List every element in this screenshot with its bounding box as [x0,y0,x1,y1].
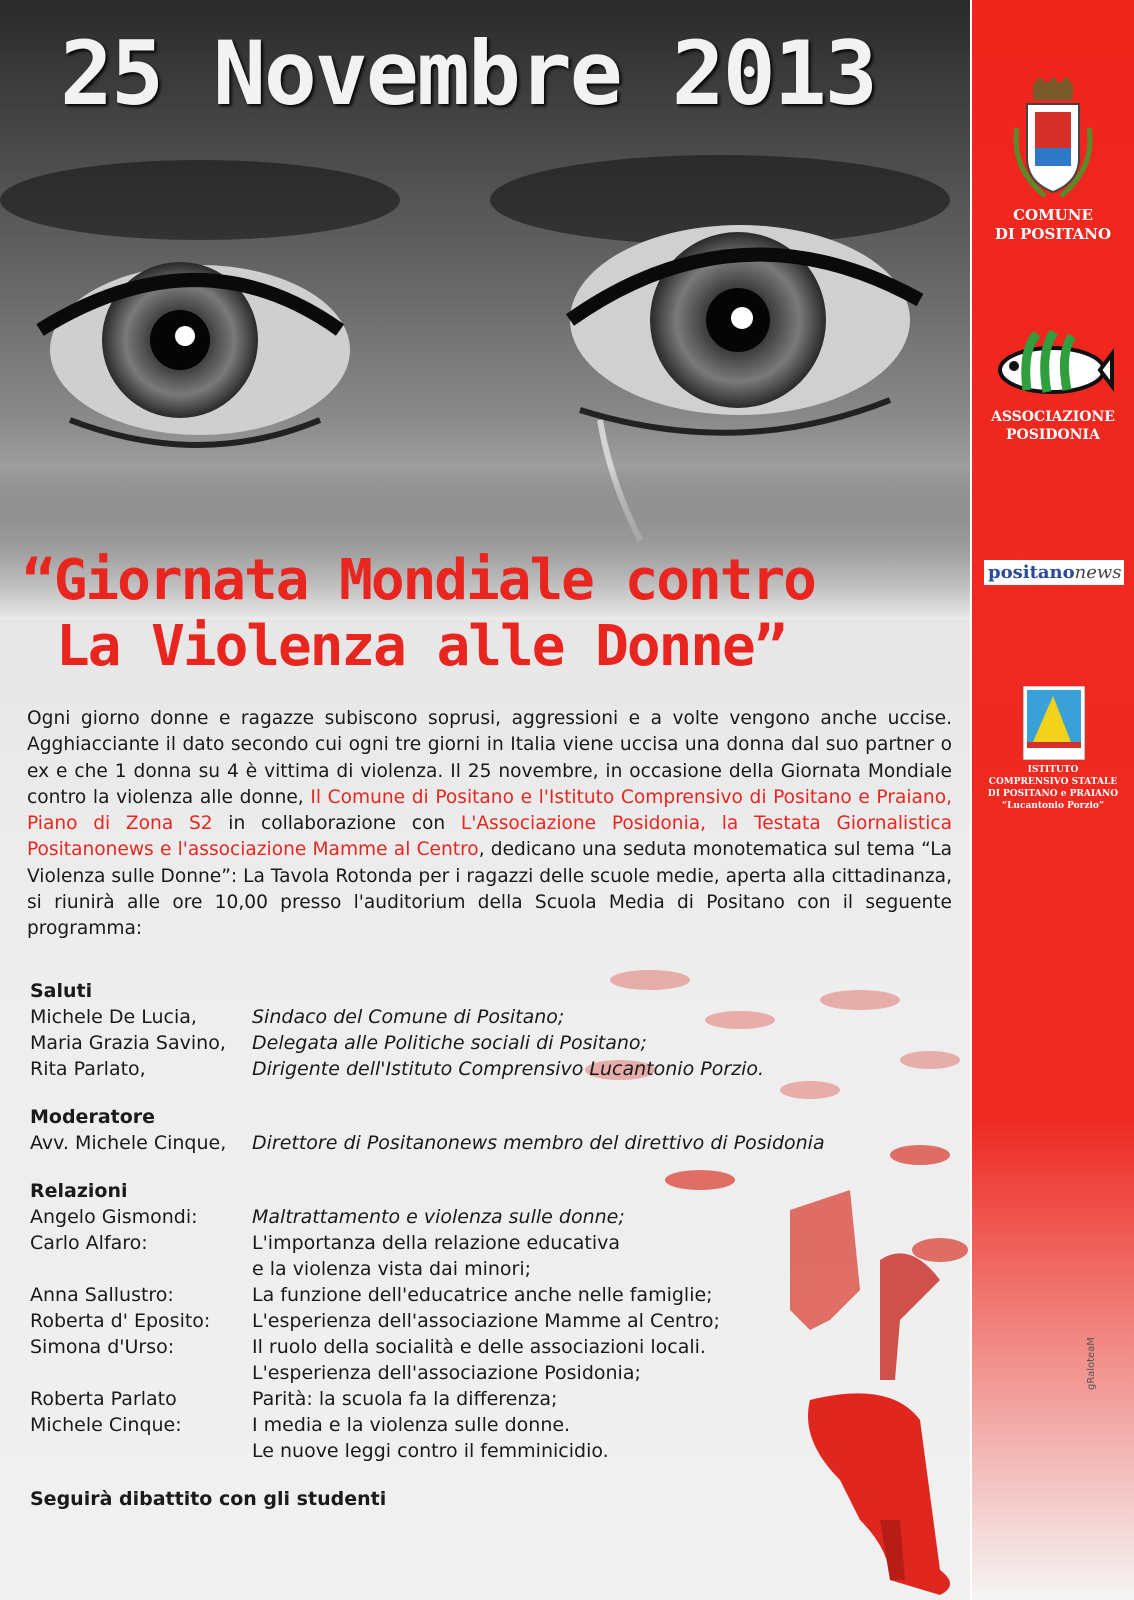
talk-title: La funzione dell'educatrice anche nelle famiglie; [252,1284,713,1306]
program-row [30,1230,850,1256]
speaker-name [30,1360,252,1386]
speaker-name: Roberta d' Eposito: [30,1310,211,1332]
speaker-name: Anna Sallustro: [30,1284,174,1306]
program-row [30,1130,850,1156]
program-row [30,1386,850,1412]
speaker-name: Simona d'Urso: [30,1336,175,1358]
program-row [30,1360,850,1386]
positanonews-logo-text-a: positano [988,562,1075,583]
speaker-name: Angelo Gismondi: [30,1206,198,1228]
intro-text-3: , dedicano una seduta monotematica sul tema “La Violenza sulle Donne”: La Tavola Rotonda per i ragazzi delle scuole medie, aperta alla cittadinanza, si riunirà alle ore 10,00 presso l'auditorium della Scuola Media di Positano con il seguente programma: [27,839,952,940]
program-row [30,1204,850,1230]
talk-title: Il ruolo della socialità e delle associazioni locali. [252,1336,706,1358]
comune-crest-icon [1005,78,1101,208]
talk-title: Maltrattamento e violenza sulle donne; [252,1206,625,1228]
program-row [30,1308,850,1334]
event-title [22,548,962,680]
positanonews-logo [984,560,1124,585]
program-row [30,1056,850,1082]
program-row [30,1334,850,1360]
speaker-name: Michele Cinque: [30,1414,182,1436]
posidonia-label [972,408,1134,444]
talk-title: L'esperienza dell'associazione Mamme al Centro; [252,1310,720,1332]
speaker-name [30,1438,252,1464]
intro-text-2: in collaborazione con [212,813,461,835]
program-row [30,1438,850,1464]
intro-highlight-2: L'Associazione Posidonia, la Testata Giornalistica Positanonews e l'associazione Mamme al Centro [27,813,952,861]
comune-label-text: COMUNE DI POSITANO [994,206,1112,243]
intro-highlight-1: Il Comune di Positano e l'Istituto Comprensivo di Positano e Praiano, Piano di Zona S2 [27,786,952,835]
comune-label [972,206,1134,244]
positanonews-logo-text-b: news [1074,562,1122,583]
speaker-name: Michele De Lucia, [30,1006,197,1028]
posidonia-logo-icon [992,330,1114,400]
program-row [30,1004,850,1030]
speaker-role: Sindaco del Comune di Positano; [252,1006,565,1028]
speaker-name: Avv. Michele Cinque, [30,1132,227,1154]
talk-title: I media e la violenza sulle donne. [252,1414,571,1436]
talk-title: L'esperienza dell'associazione Posidonia; [252,1362,641,1384]
speaker-name: Maria Grazia Savino, [30,1032,226,1054]
talk-title: Parità: la scuola fa la differenza; [252,1388,558,1410]
program-row [30,1256,850,1282]
program-row [30,1282,850,1308]
intro-paragraph [27,706,952,943]
intro-text-1: Ogni giorno donne e ragazze subiscono soprusi, aggressioni e a volte vengono anche uccise. Agghiacciante il dato secondo cui ogni tre giorni in Italia viene uccisa una donna dal suo partner o ex e che 1 donna su 4 è vittima di violenza. Il 25 novembre, in occasione della Giornata Mondiale contro la violenza alle donne, [27,708,952,808]
speaker-role: Dirigente dell'Istituto Comprensivo Lucantonio Porzio. [252,1058,765,1080]
talk-title: e la violenza vista dai minori; [252,1258,532,1280]
moderatore-heading: Moderatore [30,1106,156,1128]
speaker-role: Delegata alle Politiche sociali di Positano; [252,1032,647,1054]
talk-title: L'importanza della relazione educativa [252,1232,621,1254]
sponsor-sidebar [972,0,1134,1600]
saluti-heading: Saluti [30,980,93,1002]
closing-note: Seguirà dibattito con gli studenti [30,1488,387,1510]
speaker-name: Roberta Parlato [30,1388,177,1410]
talk-title: Le nuove leggi contro il femminicidio. [252,1440,609,1462]
istituto-label [972,764,1134,812]
relazioni-heading: Relazioni [30,1180,128,1202]
title-line-1: “Giornata Mondiale contro [22,548,815,613]
title-line-2: La Violenza alle Donne” [56,614,786,679]
posidonia-label-text: ASSOCIAZIONE POSIDONIA [991,409,1115,443]
speaker-name: Carlo Alfaro: [30,1232,148,1254]
program-row [30,1030,850,1056]
speaker-name [30,1256,252,1282]
event-date: 25 Novembre 2013 [60,22,876,125]
istituto-logo-icon [1023,686,1085,760]
program [30,978,850,1512]
designer-credit: gRaloteaM [1086,1337,1097,1390]
speaker-name: Rita Parlato, [30,1058,146,1080]
program-row [30,1412,850,1438]
speaker-role: Direttore di Positanonews membro del direttivo di Posidonia [252,1132,825,1154]
istituto-label-text: ISTITUTO COMPRENSIVO STATALE DI POSITANO e PRAIANO “Lucantonio Porzio” [987,765,1119,811]
